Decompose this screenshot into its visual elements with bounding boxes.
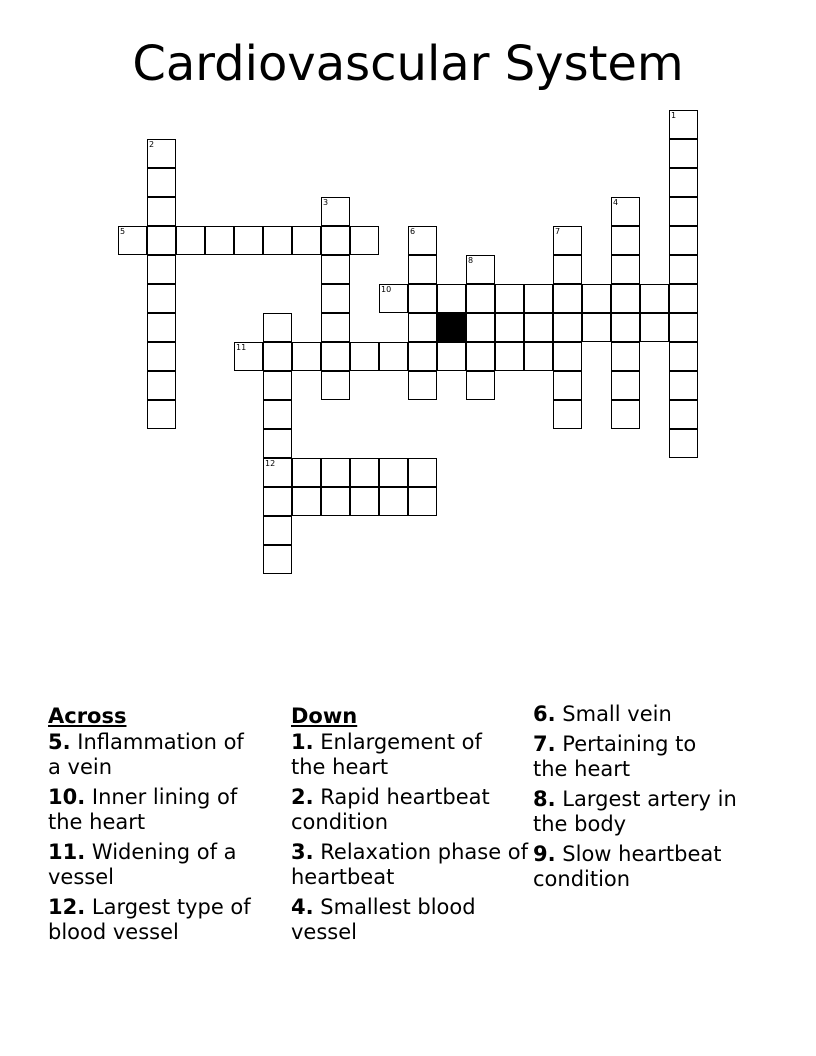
grid-cell[interactable] xyxy=(263,313,292,342)
grid-cell[interactable] xyxy=(553,342,582,371)
grid-cell[interactable] xyxy=(263,458,292,487)
grid-cell[interactable] xyxy=(611,313,640,342)
grid-cell[interactable] xyxy=(669,197,698,226)
grid-cell[interactable] xyxy=(408,284,437,313)
clue-number: 10 xyxy=(381,285,392,294)
grid-cell[interactable] xyxy=(553,371,582,400)
grid-cell[interactable] xyxy=(553,226,582,255)
clue-number: 12 xyxy=(265,459,276,468)
grid-cell[interactable] xyxy=(669,168,698,197)
grid-cell[interactable] xyxy=(147,284,176,313)
grid-cell[interactable] xyxy=(147,371,176,400)
grid-cell[interactable] xyxy=(466,255,495,284)
grid-cell[interactable] xyxy=(408,342,437,371)
grid-cell[interactable] xyxy=(321,197,350,226)
grid-cell[interactable] xyxy=(321,458,350,487)
grid-cell[interactable] xyxy=(379,487,408,516)
grid-cell[interactable] xyxy=(147,400,176,429)
grid-cell[interactable] xyxy=(582,284,611,313)
grid-cell[interactable] xyxy=(263,545,292,574)
clue-across-5: 5. Inflammation of a vein xyxy=(48,730,244,779)
grid-cell[interactable] xyxy=(263,226,292,255)
grid-cell[interactable] xyxy=(263,400,292,429)
clue-down-1: 1. Enlargement of the heart xyxy=(291,730,482,779)
grid-cell[interactable] xyxy=(495,342,524,371)
down-clues xyxy=(291,702,531,950)
clue-number: 2 xyxy=(149,140,155,149)
grid-cell[interactable] xyxy=(553,255,582,284)
grid-cell[interactable] xyxy=(292,226,321,255)
grid-cell[interactable] xyxy=(669,255,698,284)
grid-cell[interactable] xyxy=(437,284,466,313)
clue-across-10: 10. Inner lining of the heart xyxy=(48,785,238,834)
grid-cell[interactable] xyxy=(640,284,669,313)
grid-cell[interactable] xyxy=(147,342,176,371)
grid-cell[interactable] xyxy=(437,342,466,371)
grid-cell[interactable] xyxy=(263,342,292,371)
grid-cell[interactable] xyxy=(147,226,176,255)
grid-cell[interactable] xyxy=(321,371,350,400)
grid-cell[interactable] xyxy=(408,487,437,516)
clue-number: 4 xyxy=(613,198,619,207)
grid-cell[interactable] xyxy=(176,226,205,255)
black-cell xyxy=(437,313,466,342)
grid-cell[interactable] xyxy=(147,313,176,342)
grid-cell[interactable] xyxy=(205,226,234,255)
grid-cell[interactable] xyxy=(408,458,437,487)
clue-down-2: 2. Rapid heartbeat condition xyxy=(291,785,490,834)
grid-cell[interactable] xyxy=(263,429,292,458)
clue-number: 5 xyxy=(120,227,126,236)
clue-number: 8 xyxy=(468,256,474,265)
grid-cell[interactable] xyxy=(669,139,698,168)
down-heading: Down xyxy=(291,704,358,728)
grid-cell[interactable] xyxy=(147,139,176,168)
grid-cell[interactable] xyxy=(321,226,350,255)
grid-cell[interactable] xyxy=(408,226,437,255)
clue-number: 1 xyxy=(671,111,677,120)
clue-number: 3 xyxy=(323,198,329,207)
grid-cell[interactable] xyxy=(292,458,321,487)
clue-across-12: 12. Largest type of blood vessel xyxy=(48,895,251,944)
grid-cell[interactable] xyxy=(379,284,408,313)
grid-cell[interactable] xyxy=(408,313,437,342)
clue-down-8: 8. Largest artery in the body xyxy=(533,787,737,836)
grid-cell[interactable] xyxy=(640,313,669,342)
grid-cell[interactable] xyxy=(553,400,582,429)
grid-cell[interactable] xyxy=(147,168,176,197)
grid-cell[interactable] xyxy=(408,371,437,400)
grid-cell[interactable] xyxy=(350,226,379,255)
grid-cell[interactable] xyxy=(611,197,640,226)
grid-cell[interactable] xyxy=(669,429,698,458)
grid-cell[interactable] xyxy=(524,284,553,313)
grid-cell[interactable] xyxy=(466,371,495,400)
grid-cell[interactable] xyxy=(292,342,321,371)
grid-cell[interactable] xyxy=(263,487,292,516)
grid-cell[interactable] xyxy=(553,284,582,313)
clue-down-7: 7. Pertaining to the heart xyxy=(533,732,697,781)
grid-cell[interactable] xyxy=(321,313,350,342)
grid-cell[interactable] xyxy=(611,400,640,429)
grid-cell[interactable] xyxy=(147,197,176,226)
clue-down-6: 6. Small vein xyxy=(533,702,672,726)
grid-cell[interactable] xyxy=(495,313,524,342)
grid-cell[interactable] xyxy=(466,313,495,342)
grid-cell[interactable] xyxy=(669,110,698,139)
grid-cell[interactable] xyxy=(669,342,698,371)
page-title: Cardiovascular System xyxy=(132,36,684,92)
grid-cell[interactable] xyxy=(669,371,698,400)
grid-cell[interactable] xyxy=(408,255,437,284)
grid-cell[interactable] xyxy=(553,313,582,342)
clue-across-11: 11. Widening of a vessel xyxy=(48,840,237,889)
across-clues xyxy=(48,702,288,950)
clue-number: 11 xyxy=(236,343,247,352)
grid-cell[interactable] xyxy=(321,284,350,313)
grid-cell[interactable] xyxy=(524,313,553,342)
grid-cell[interactable] xyxy=(669,226,698,255)
grid-cell[interactable] xyxy=(234,226,263,255)
grid-cell[interactable] xyxy=(263,371,292,400)
down-clues-continued xyxy=(533,702,773,897)
grid-cell[interactable] xyxy=(669,313,698,342)
clue-number: 6 xyxy=(410,227,416,236)
grid-cell[interactable] xyxy=(495,284,524,313)
grid-cell[interactable] xyxy=(611,255,640,284)
grid-cell[interactable] xyxy=(466,342,495,371)
grid-cell[interactable] xyxy=(611,371,640,400)
grid-cell[interactable] xyxy=(147,255,176,284)
grid-cell[interactable] xyxy=(350,342,379,371)
grid-cell[interactable] xyxy=(350,487,379,516)
grid-cell[interactable] xyxy=(379,458,408,487)
grid-cell[interactable] xyxy=(321,487,350,516)
grid-cell[interactable] xyxy=(350,458,379,487)
grid-cell[interactable] xyxy=(582,313,611,342)
clue-down-3: 3. Relaxation phase of heartbeat xyxy=(291,840,529,889)
grid-cell[interactable] xyxy=(321,255,350,284)
grid-cell[interactable] xyxy=(669,400,698,429)
grid-cell[interactable] xyxy=(466,284,495,313)
grid-cell[interactable] xyxy=(611,284,640,313)
grid-cell[interactable] xyxy=(669,284,698,313)
grid-cell[interactable] xyxy=(321,342,350,371)
grid-cell[interactable] xyxy=(292,487,321,516)
grid-cell[interactable] xyxy=(524,342,553,371)
grid-cell[interactable] xyxy=(234,342,263,371)
grid-cell[interactable] xyxy=(611,226,640,255)
grid-cell[interactable] xyxy=(611,342,640,371)
grid-cell[interactable] xyxy=(118,226,147,255)
grid-cell[interactable] xyxy=(379,342,408,371)
across-heading: Across xyxy=(48,704,127,728)
clue-down-4: 4. Smallest blood vessel xyxy=(291,895,476,944)
clue-number: 7 xyxy=(555,227,561,236)
grid-cell[interactable] xyxy=(263,516,292,545)
clue-down-9: 9. Slow heartbeat condition xyxy=(533,842,722,891)
